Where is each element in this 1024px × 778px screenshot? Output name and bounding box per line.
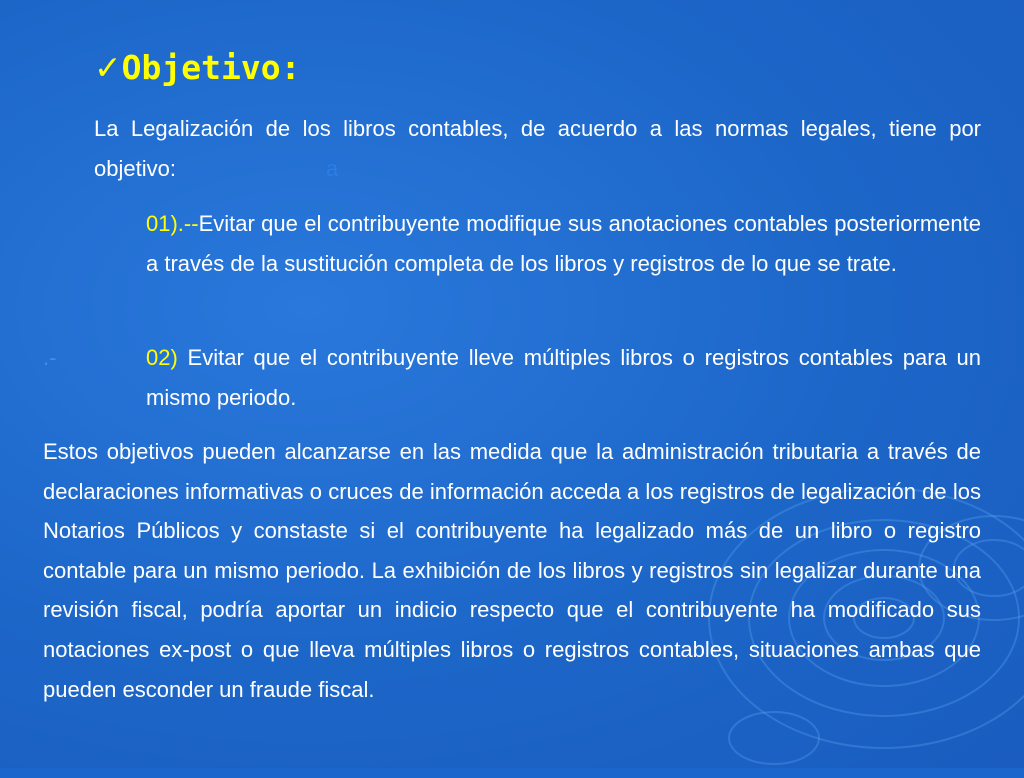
faint-letter: a: [325, 155, 339, 181]
objective-item-2: [146, 338, 981, 417]
faint-dash: .-: [43, 345, 57, 370]
intro-text: La Legalización de los libros contables, de acuerdo a las normas legales, tiene por objetivo:: [94, 116, 981, 181]
item-2-number: 02): [146, 345, 178, 370]
item-1-text: Evitar que el contribuyente modifique sus anotaciones contables posteriormente a través de la sustitución completa de los libros y registros de lo que se trate.: [146, 211, 981, 276]
conclusion-paragraph: Estos objetivos pueden alcanzarse en las medida que la administración tributaria a través de declaraciones informativas o cruces de información acceda a los registros de legalización de los Notarios Públicos y constaste si el contribuyente ha legalizado más de un libro o registro contable para un mismo periodo. La exhibición de los libros y registros sin legalizar durante una revisión fiscal, podría aportar un indicio respecto que el contribuyente ha modificado sus notaciones ex-post o que lleva múltiples libros o registros contables, situaciones ambas que pueden esconder un fraude fiscal.: [43, 439, 981, 702]
intro-paragraph: [94, 109, 981, 188]
item-2-text: Evitar que el contribuyente lleve múltiples libros o registros contables para un mismo periodo.: [146, 345, 981, 410]
checkmark-icon: ✓: [94, 48, 122, 87]
slide-title: [94, 46, 300, 90]
item-1-number: 01).--: [146, 211, 199, 236]
title-text: Objetivo:: [121, 48, 301, 87]
objective-item-1: [146, 204, 981, 283]
